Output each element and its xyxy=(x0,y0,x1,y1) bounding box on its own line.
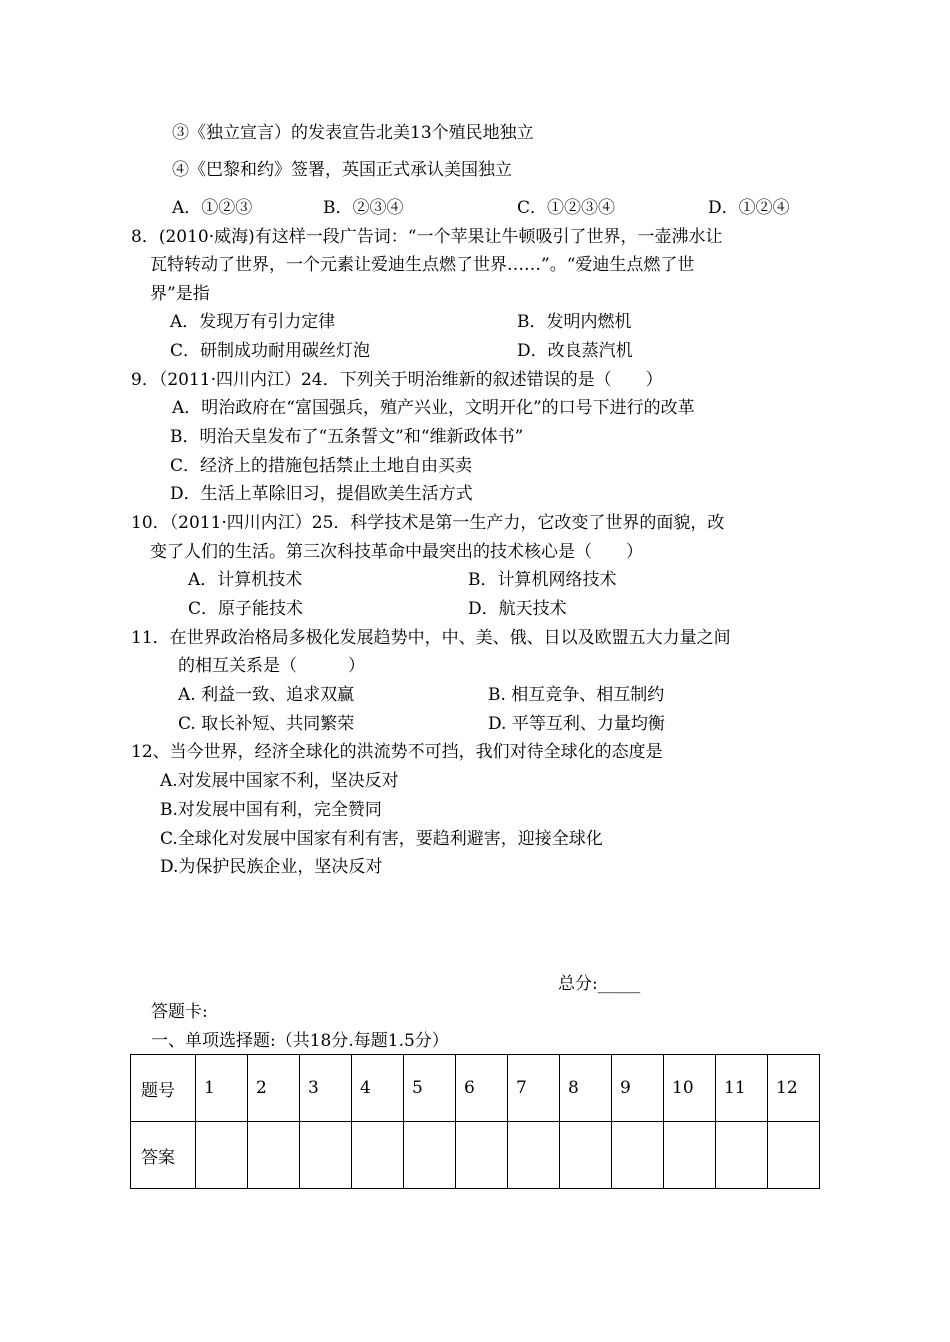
q11-option-d: D. 平等互利、力量均衡 xyxy=(488,714,665,734)
q9-option-d: D．生活上革除旧习，提倡欧美生活方式 xyxy=(170,484,473,504)
q12-option-c: C.全球化对发展中国家有利有害，要趋利避害，迎接全球化 xyxy=(160,829,603,849)
answer-cell[interactable] xyxy=(716,1122,768,1189)
q12-option-b: B.对发展中国有利，完全赞同 xyxy=(160,800,382,820)
number-cell: 7 xyxy=(508,1055,560,1122)
answer-cell[interactable] xyxy=(612,1122,664,1189)
q11-option-c: C. 取长补短、共同繁荣 xyxy=(178,714,355,734)
number-cell: 11 xyxy=(716,1055,768,1122)
q12-option-d: D.为保护民族企业，坚决反对 xyxy=(160,857,383,877)
q9-option-a: A．明治政府在“富国强兵，殖产兴业，文明开化”的口号下进行的改革 xyxy=(172,398,695,418)
answer-cell[interactable] xyxy=(196,1122,248,1189)
total-score: 总分:_____ xyxy=(558,974,641,994)
answer-cell[interactable] xyxy=(352,1122,404,1189)
q11-stem-line-2: 的相互关系是（ ） xyxy=(178,656,365,676)
number-cell: 4 xyxy=(352,1055,404,1122)
answer-cell[interactable] xyxy=(508,1122,560,1189)
number-cell: 8 xyxy=(560,1055,612,1122)
number-cell: 12 xyxy=(768,1055,820,1122)
answer-cell[interactable] xyxy=(768,1122,820,1189)
q12-stem: 12、当今世界，经济全球化的洪流势不可挡，我们对待全球化的态度是 xyxy=(131,742,663,762)
row-label-number: 题号 xyxy=(131,1055,196,1122)
q8-option-d: D．改良蒸汽机 xyxy=(517,341,633,361)
q9-option-c: C．经济上的措施包括禁止土地自由买卖 xyxy=(170,456,473,476)
q8-option-a: A．发现万有引力定律 xyxy=(170,312,336,332)
row-label-answer: 答案 xyxy=(131,1122,196,1189)
q7-item-4: ④《巴黎和约》签署，英国正式承认美国独立 xyxy=(172,160,512,180)
number-cell: 10 xyxy=(664,1055,716,1122)
answer-cell[interactable] xyxy=(300,1122,352,1189)
answer-row xyxy=(131,1122,820,1189)
answer-table xyxy=(130,1054,820,1189)
section-heading: 一、单项选择题:（共18分.每题1.5分） xyxy=(151,1031,449,1051)
q10-option-a: A．计算机技术 xyxy=(188,570,303,590)
q8-stem-line-1: 8．(2010·威海)有这样一段广告词：“一个苹果让牛顿吸引了世界，一壶沸水让 xyxy=(131,227,723,247)
question-number-row xyxy=(131,1055,820,1122)
q8-stem-line-2: 瓦特转动了世界，一个元素让爱迪生点燃了世界……”。“爱迪生点燃了世 xyxy=(150,255,695,275)
number-cell: 2 xyxy=(248,1055,300,1122)
number-cell: 5 xyxy=(404,1055,456,1122)
q10-stem-line-1: 10．（2011·四川内江）25．科学技术是第一生产力，它改变了世界的面貌，改 xyxy=(131,513,725,533)
q10-stem-line-2: 变了人们的生活。第三次科技革命中最突出的技术核心是（ ） xyxy=(150,542,643,562)
q7-option-c: C．①②③④ xyxy=(517,198,616,218)
q7-item-3: ③《独立宣言）的发表宣告北美13个殖民地独立 xyxy=(172,123,534,143)
answer-cell[interactable] xyxy=(560,1122,612,1189)
q10-option-c: C．原子能技术 xyxy=(188,599,304,619)
q8-option-b: B．发明内燃机 xyxy=(517,312,632,332)
q10-option-d: D．航天技术 xyxy=(468,599,567,619)
answer-cell[interactable] xyxy=(456,1122,508,1189)
q7-option-d: D．①②④ xyxy=(708,198,790,218)
answer-cell[interactable] xyxy=(664,1122,716,1189)
answer-cell[interactable] xyxy=(248,1122,300,1189)
answer-card-title: 答题卡: xyxy=(151,1002,208,1022)
number-cell: 1 xyxy=(196,1055,248,1122)
q9-option-b: B．明治天皇发布了“五条誓文”和“维新政体书” xyxy=(170,427,524,447)
q8-option-c: C．研制成功耐用碳丝灯泡 xyxy=(170,341,371,361)
q12-option-a: A.对发展中国家不利，坚决反对 xyxy=(160,771,399,791)
q10-option-b: B．计算机网络技术 xyxy=(468,570,617,590)
q11-stem-line-1: 11．在世界政治格局多极化发展趋势中，中、美、俄、日以及欧盟五大力量之间 xyxy=(131,628,731,648)
q9-stem: 9．（2011·四川内江）24．下列关于明治维新的叙述错误的是（ ） xyxy=(131,370,663,390)
number-cell: 6 xyxy=(456,1055,508,1122)
q7-option-b: B．②③④ xyxy=(323,198,404,218)
answer-cell[interactable] xyxy=(404,1122,456,1189)
number-cell: 9 xyxy=(612,1055,664,1122)
q11-option-b: B. 相互竞争、相互制约 xyxy=(488,685,665,705)
q8-stem-line-3: 界”是指 xyxy=(150,284,210,304)
number-cell: 3 xyxy=(300,1055,352,1122)
q7-option-a: A．①②③ xyxy=(172,198,253,218)
q11-option-a: A. 利益一致、追求双赢 xyxy=(178,685,355,705)
